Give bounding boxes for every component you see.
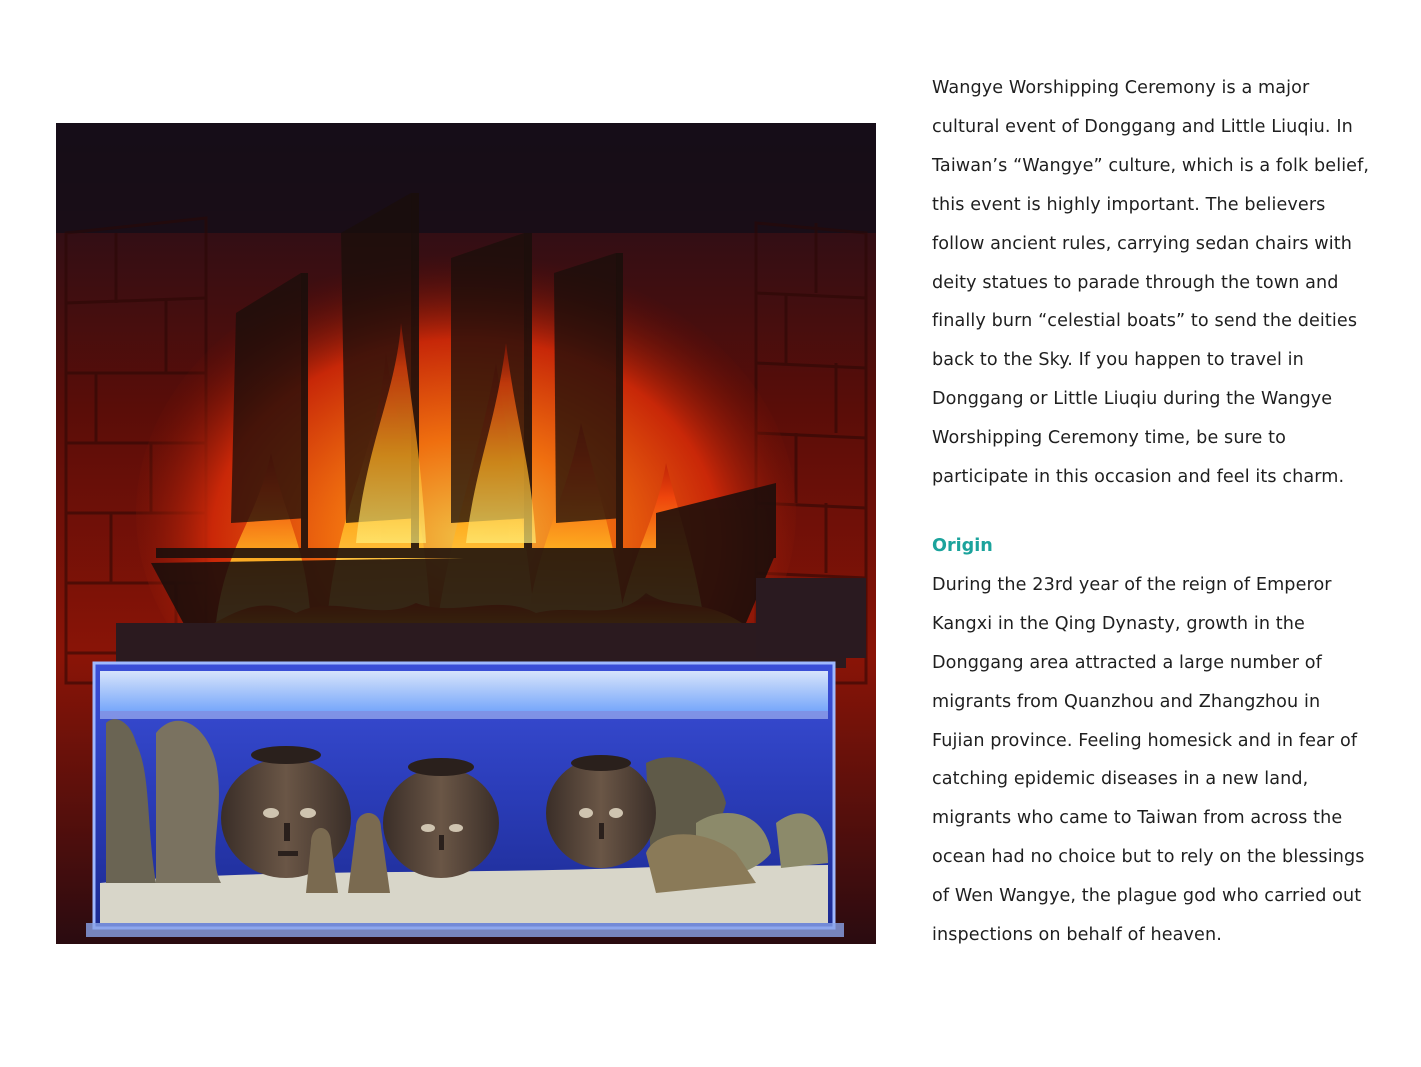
ceremony-boat-aquarium-photo bbox=[56, 123, 876, 944]
origin-paragraph: During the 23rd year of the reign of Emperor Kangxi in the Qing Dynasty, growth in the Donggang area attracted a large number of migrants from Quanzhou and Zhangzhou in Fujian province. Feeling homesick and in fear of catching epidemic diseases in a new land, migrants who came to Taiwan from across the ocean had no choice but to rely on the blessings of Wen Wangye, the plague god who carried out inspections on behalf of heaven. bbox=[932, 574, 1365, 946]
intro-paragraph: Wangye Worshipping Ceremony is a major cultural event of Donggang and Little Liuqiu. In Taiwan’s “Wangye” culture, which is a folk belief, this event is highly important. The believers follow ancient rules, carrying sedan chairs with deity statues to parade through the town and finally burn “celestial boats” to send the deities back to the Sky. If you happen to travel in Donggang or Little Liuqiu during the Wangye Worshipping Ceremony time, be sure to participate in this occasion and feel its charm. bbox=[932, 78, 1370, 488]
article-text-column bbox=[932, 69, 1372, 955]
origin-heading: Origin bbox=[932, 535, 993, 556]
